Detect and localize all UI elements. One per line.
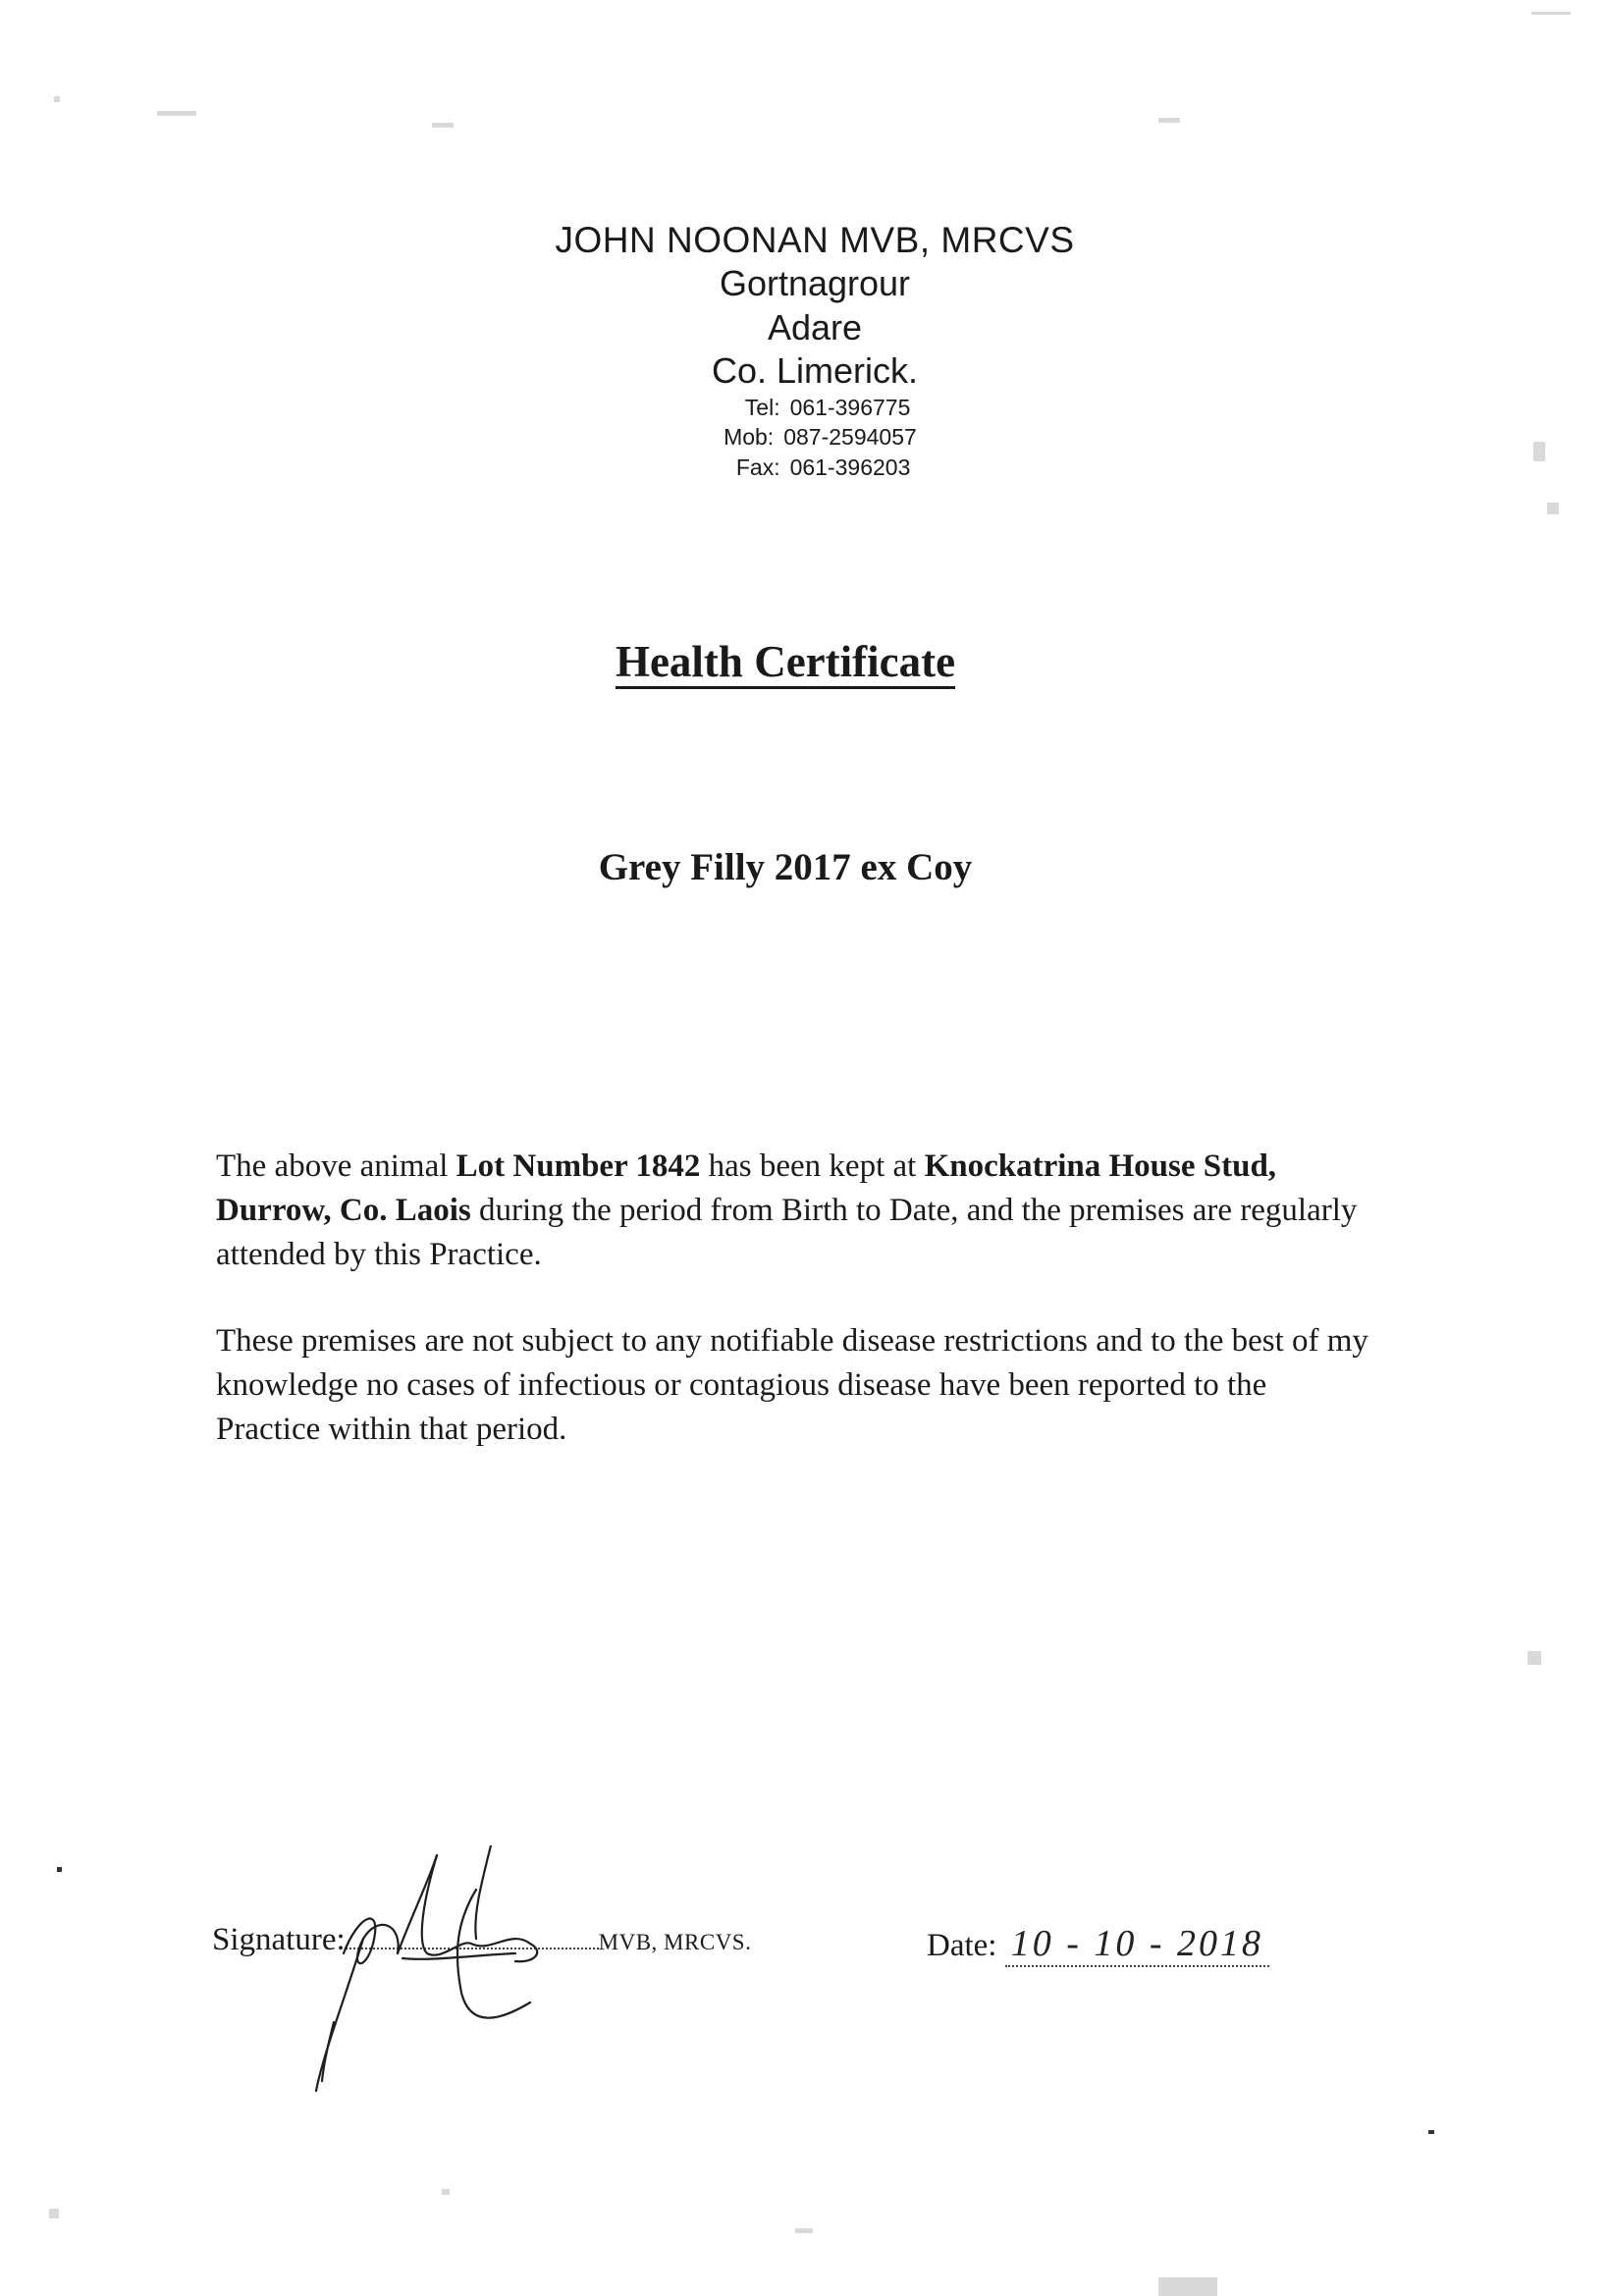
date-line — [927, 1922, 1269, 1967]
document-title-text: Health Certificate — [615, 637, 956, 686]
handwritten-signature — [304, 1845, 638, 2101]
tel-line — [0, 395, 1608, 421]
date-value: 10 - 10 - 2018 — [1005, 1922, 1269, 1967]
mob-label: Mob: — [724, 424, 775, 450]
address-line-1: Gortnagrour — [719, 263, 911, 303]
animal-description: Grey Filly 2017 ex Coy — [598, 846, 973, 888]
paragraph-1 — [216, 1145, 1374, 1277]
p1-text-a: The above animal — [216, 1148, 456, 1184]
tel-number: 061-396775 — [789, 395, 911, 420]
tel-label: Tel: — [744, 395, 780, 420]
fax-number: 061-396203 — [789, 454, 911, 480]
document-title — [0, 636, 1571, 687]
lot-number: Lot Number 1842 — [456, 1148, 701, 1184]
date-label: Date: — [927, 1928, 997, 1963]
premises-name: Knockatrina House Stud, Durrow, Co. Laois — [216, 1148, 1277, 1228]
mob-number: 087-2594057 — [783, 424, 917, 450]
p1-text-c: during the period from Birth to Date, and the premises are regularly attended by this Practice. — [216, 1193, 1358, 1272]
address-line-2: Adare — [767, 307, 863, 347]
practitioner-name: JOHN NOONAN MVB, MRCVS — [555, 220, 1075, 260]
paragraph-2: These premises are not subject to any notifiable disease restrictions and to the best of my knowledge no cases of infectious or contagious disease have been reported to the Practice within that period. — [216, 1323, 1368, 1447]
fax-label: Fax: — [735, 454, 780, 480]
address-line-3: Co. Limerick. — [711, 350, 919, 391]
mob-line — [0, 424, 1608, 451]
fax-line — [0, 454, 1608, 481]
signature-label: Signature: — [212, 1922, 346, 1957]
signature-suffix: MVB, MRCVS. — [598, 1930, 752, 1954]
p1-text-b: has been kept at — [700, 1148, 925, 1184]
